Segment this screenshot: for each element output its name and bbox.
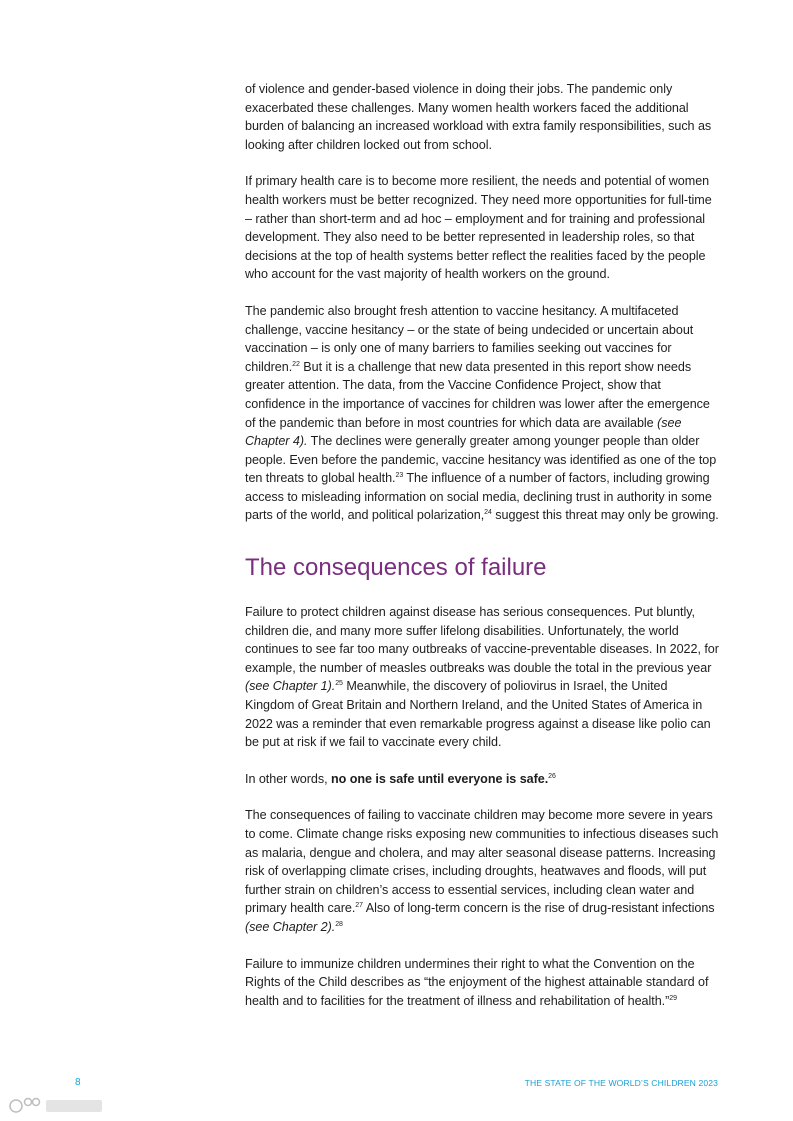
footnote-ref: 27 <box>355 902 363 910</box>
emphasis-text: no one is safe until everyone is safe. <box>331 771 549 786</box>
footnote-ref: 25 <box>335 680 343 688</box>
body-paragraph <box>245 955 720 1011</box>
paragraph-text: Failure to protect children against disease has serious consequences. Put bluntly, children die, and many more suffer lifelong disabilities. Unfortunately, the world continues to see far too many outbreaks of vaccine-preventable diseases. In 2022, for example, the number of measles outbreaks was double the total in the previous year <box>245 605 719 675</box>
paragraph-text: The declines were generally greater among younger people than older people. Even before the pandemic, vaccine hesitancy was identified as one of the top ten threats to global health. <box>245 434 717 486</box>
body-paragraph <box>245 603 720 752</box>
paragraph-text: But it is a challenge that new data presented in this report show needs greater attention. The data, from the Vaccine Confidence Project, show that confidence in the importance of vaccines for children was lower after the emergence of the pandemic than before in most countries for which data are available <box>245 359 710 430</box>
footnote-ref: 23 <box>395 472 404 480</box>
paragraph-text: of violence and gender-based violence in doing their jobs. The pandemic only exacerbated these challenges. Many women health workers faced the additional burden of balancing an increased workload with extra family responsibilities, such as looking after children locked out from school. <box>245 82 712 152</box>
paragraph-text: The consequences of failing to vaccinate children may become more severe in years to come. Climate change risks exposing new communities to infectious diseases such as malaria, dengue and cholera, and may alter seasonal disease patterns. Increasing risk of overlapping climate crises, including droughts, heatwaves and floods, will put further strain on children’s access to essential services, including clean water and primary health care. <box>245 808 719 916</box>
paragraph-text: Also of long-term concern is the rise of drug-resistant infections <box>362 901 715 916</box>
footnote-ref: 28 <box>335 920 343 928</box>
footnote-ref: 22 <box>292 360 300 368</box>
body-paragraph <box>245 806 720 936</box>
footnote-ref: 24 <box>484 509 492 517</box>
paragraph-text: If primary health care is to become more resilient, the needs and potential of women health workers must be better recognized. They need more opportunities for full-time – rather than short-term and ad hoc – employment and for training and professional development. They also need to be better represented in leadership roles, so that decisions at the top of health systems better reflect the realities faced by the people who account for the vast majority of health workers on the ground. <box>245 174 712 282</box>
paragraph-text: The pandemic also brought fresh attention to vaccine hesitancy. A multifaceted challenge, vaccine hesitancy – or the state of being undecided or uncertain about vaccination – is only one of many barriers to families seeking out vaccines for children. <box>245 303 694 374</box>
body-paragraph <box>245 172 720 284</box>
body-paragraph <box>245 302 720 525</box>
publication-title: THE STATE OF THE WORLD’S CHILDREN 2023 <box>524 1078 718 1088</box>
footnote-ref: 26 <box>548 772 556 780</box>
paragraph-text: Failure to immunize children undermines their right to what the Convention on the Rights of the Child describes as “the enjoyment of the highest attainable standard of health and to facilities for the treatment of illness and rehabilitation of health.” <box>245 956 709 1008</box>
page-content <box>245 80 720 1028</box>
paragraph-text: In other words, <box>245 771 331 786</box>
paragraph-text: suggest this threat may only be growing. <box>491 508 719 523</box>
body-paragraph <box>245 770 720 789</box>
chapter-reference: (see Chapter 4). <box>245 415 682 449</box>
watermark-logo-icon <box>6 1094 106 1118</box>
body-paragraph <box>245 80 720 154</box>
chapter-reference: (see Chapter 2). <box>245 919 336 934</box>
paragraph-text: The influence of a number of factors, including growing access to misleading information on social media, declining trust in authority in some parts of the world, and political polarization, <box>245 471 712 523</box>
footnote-ref: 29 <box>669 994 677 1002</box>
chapter-reference: (see Chapter 1). <box>245 679 336 694</box>
section-heading: The consequences of failure <box>245 554 547 582</box>
page-number: 8 <box>75 1077 81 1088</box>
paragraph-text: Meanwhile, the discovery of poliovirus in Israel, the United Kingdom of Great Britain and Northern Ireland, and the United States of America in 2022 was a reminder that even remarkable progress against a disease like polio can be put at risk if we fail to vaccinate every child. <box>245 679 711 750</box>
